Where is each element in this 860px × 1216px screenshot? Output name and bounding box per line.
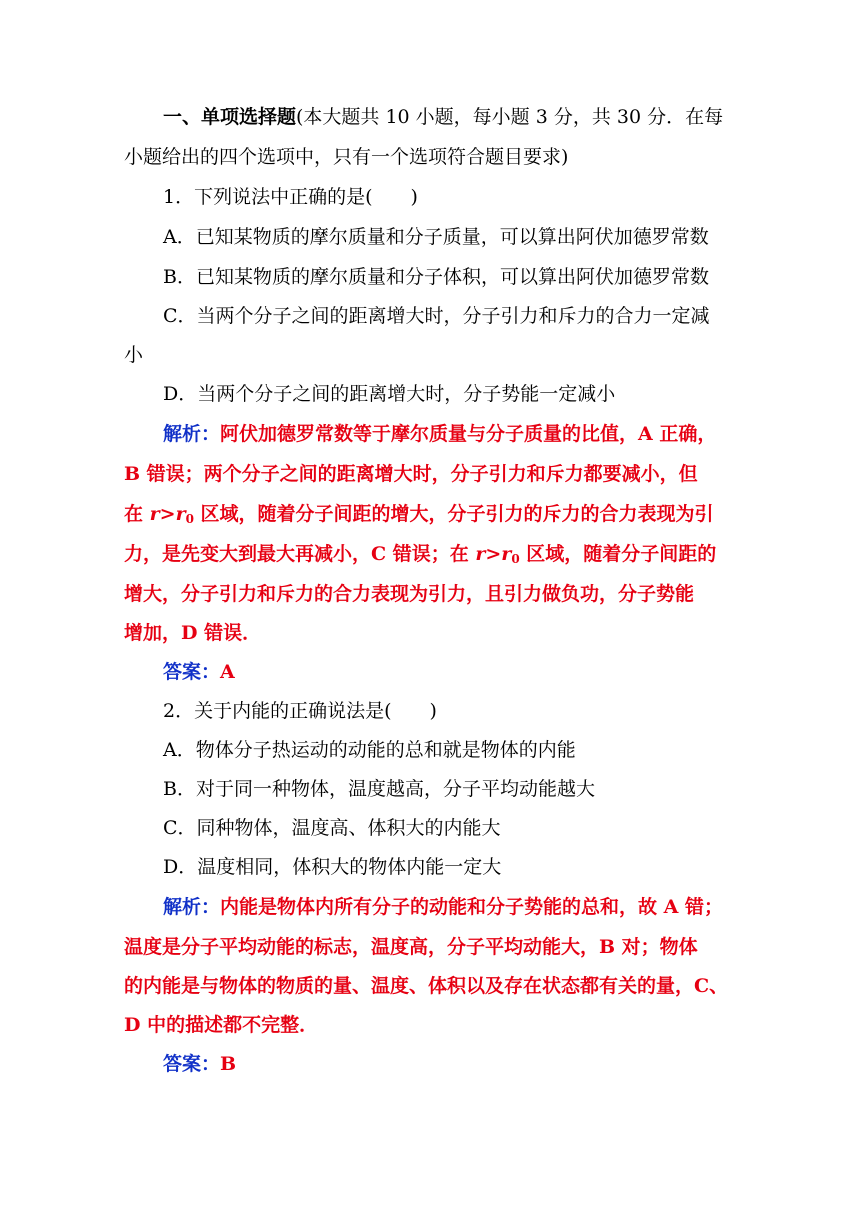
q1-analysis-line6: 增加，D 错误． [124,622,262,644]
q2-analysis-line4: D 中的描述都不完整． [124,1014,319,1036]
q2-answer-value: B [220,1053,237,1075]
q2-answer [163,1051,236,1077]
q1-analysis-line4: 力，是先变大到最大再减小，C 错误；在 $r>r_0$ 区域，随着分子间距的 [124,543,717,566]
q1-analysis-line2: B 错误；两个分子之间的距离增大时，分子引力和斥力都要减小，但 [124,463,698,485]
q1-analysis-line3: 在 $r>r_0$ 区域，随着分子间距的增大，分子引力的斥力的合力表现为引 [124,503,714,526]
q2-option-b: B．对于同一种物体，温度越高，分子平均动能越大 [163,778,595,800]
q2-option-a: A．物体分子热运动的动能的总和就是物体的内能 [163,739,576,761]
section-heading: 一、单项选择题 [163,106,297,128]
q2-answer-label: 答案： [163,1053,221,1075]
q1-analysis-label: 解析： [163,423,221,445]
q2-analysis-line1: 解析：内能是物体内所有分子的动能和分子势能的总和，故 A 错； [163,896,723,918]
q1-analysis-line5: 增大，分子引力和斥力的合力表现为引力，且引力做负功，分子势能 [124,583,695,605]
q2-stem: 2．关于内能的正确说法是( ) [163,700,437,722]
q1-option-d: D．当两个分子之间的距离增大时，分子势能一定减小 [163,383,616,405]
q1-option-c: C．当两个分子之间的距离增大时，分子引力和斥力的合力一定减 [163,305,710,327]
section-header-line2: 小题给出的四个选项中，只有一个选项符合题目要求) [124,146,569,168]
q2-analysis-label: 解析： [163,896,221,918]
q1-option-c-wrap: 小 [124,344,144,366]
q1-option-a: A．已知某物质的摩尔质量和分子质量，可以算出阿伏加德罗常数 [163,226,709,248]
section-description: (本大题共 10 小题，每小题 3 分，共 30 分．在每 [296,106,724,128]
q1-answer-label: 答案： [163,661,221,683]
q1-option-b: B．已知某物质的摩尔质量和分子体积，可以算出阿伏加德罗常数 [163,266,709,288]
q1-analysis-line1: 解析：阿伏加德罗常数等于摩尔质量与分子质量的比值，A 正确， [163,423,717,445]
q2-analysis-line3: 的内能是与物体的物质的量、温度、体积以及存在状态都有关的量，C、 [124,975,729,997]
section-header-line1 [163,104,723,130]
q2-option-d: D．温度相同，体积大的物体内能一定大 [163,856,502,878]
q1-stem: 1．下列说法中正确的是( ) [163,186,418,208]
q2-analysis-line2: 温度是分子平均动能的标志，温度高，分子平均动能大，B 对；物体 [124,936,698,958]
q1-answer-value: A [220,661,235,683]
q1-answer [163,659,235,685]
q2-option-c: C．同种物体，温度高、体积大的内能大 [163,817,501,839]
